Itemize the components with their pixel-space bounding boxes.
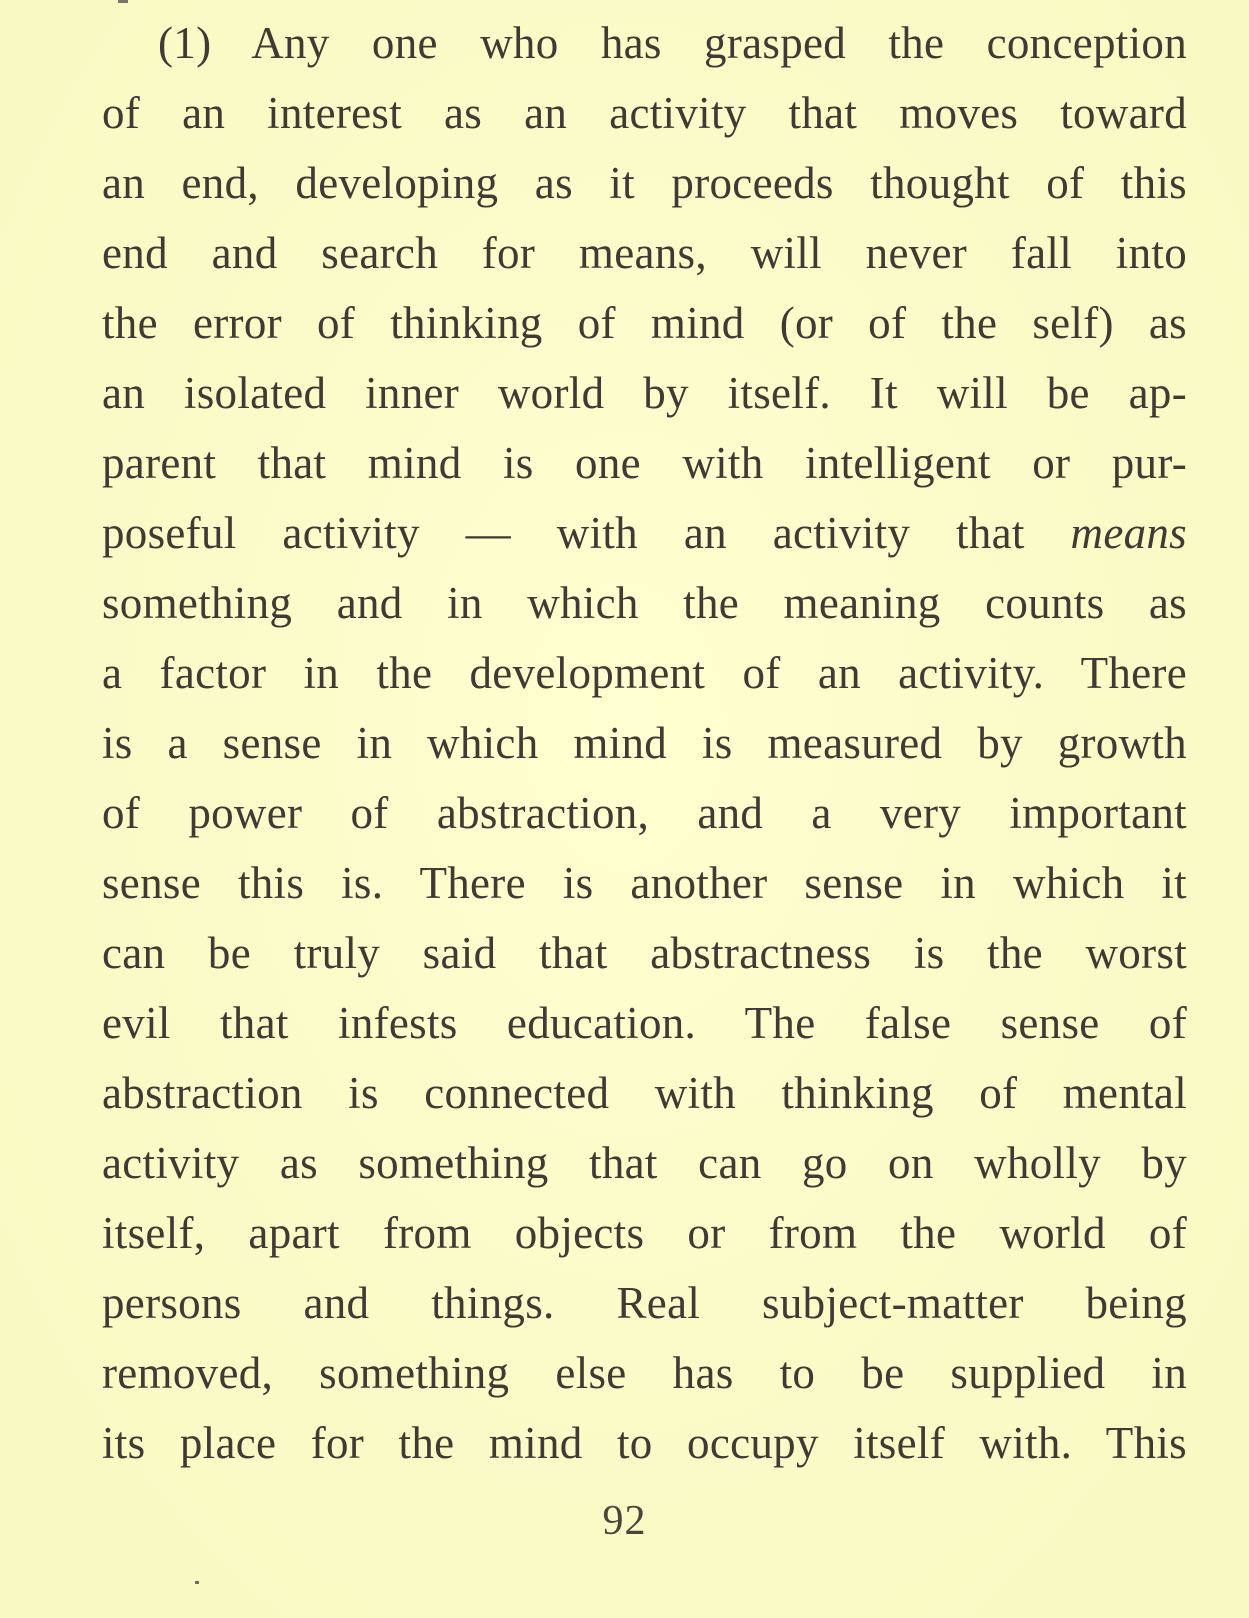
text-line: evil that infests education. The false sense of xyxy=(102,998,1187,1048)
italic-word: means xyxy=(1070,508,1187,558)
text-line: sense this is. There is another sense in which it xyxy=(102,858,1187,908)
text-line-part: poseful activity — with an activity that xyxy=(102,508,1025,558)
text-line: removed, something else has to be supplied in xyxy=(102,1348,1187,1398)
text-line: itself, apart from objects or from the world of xyxy=(102,1208,1187,1258)
body-text xyxy=(102,8,1187,1478)
text-line: something and in which the meaning counts as xyxy=(102,578,1187,628)
text-line: its place for the mind to occupy itself with. This xyxy=(102,1418,1187,1468)
text-line: an end, developing as it proceeds thought of this xyxy=(102,158,1187,208)
text-line: parent that mind is one with intelligent or pur- xyxy=(102,438,1187,488)
paper-speck xyxy=(195,1581,199,1584)
text-line: can be truly said that abstractness is the worst xyxy=(102,928,1187,978)
text-line: (1) Any one who has grasped the conception xyxy=(158,18,1187,68)
text-line: of power of abstraction, and a very important xyxy=(102,788,1187,838)
text-line: an isolated inner world by itself. It will be ap- xyxy=(102,368,1187,418)
text-line: of an interest as an activity that moves toward xyxy=(102,88,1187,138)
print-mark xyxy=(118,0,128,3)
text-line-with-italic xyxy=(102,498,1187,568)
text-line: is a sense in which mind is measured by growth xyxy=(102,718,1187,768)
text-line: a factor in the development of an activity. There xyxy=(102,648,1187,698)
text-line: the error of thinking of mind (or of the self) as xyxy=(102,298,1187,348)
text-line: activity as something that can go on wholly by xyxy=(102,1138,1187,1188)
text-line: persons and things. Real subject-matter being xyxy=(102,1278,1187,1328)
text-line: abstraction is connected with thinking of mental xyxy=(102,1068,1187,1118)
text-line: end and search for means, will never fall into xyxy=(102,228,1187,278)
page-number: 92 xyxy=(602,1498,647,1544)
